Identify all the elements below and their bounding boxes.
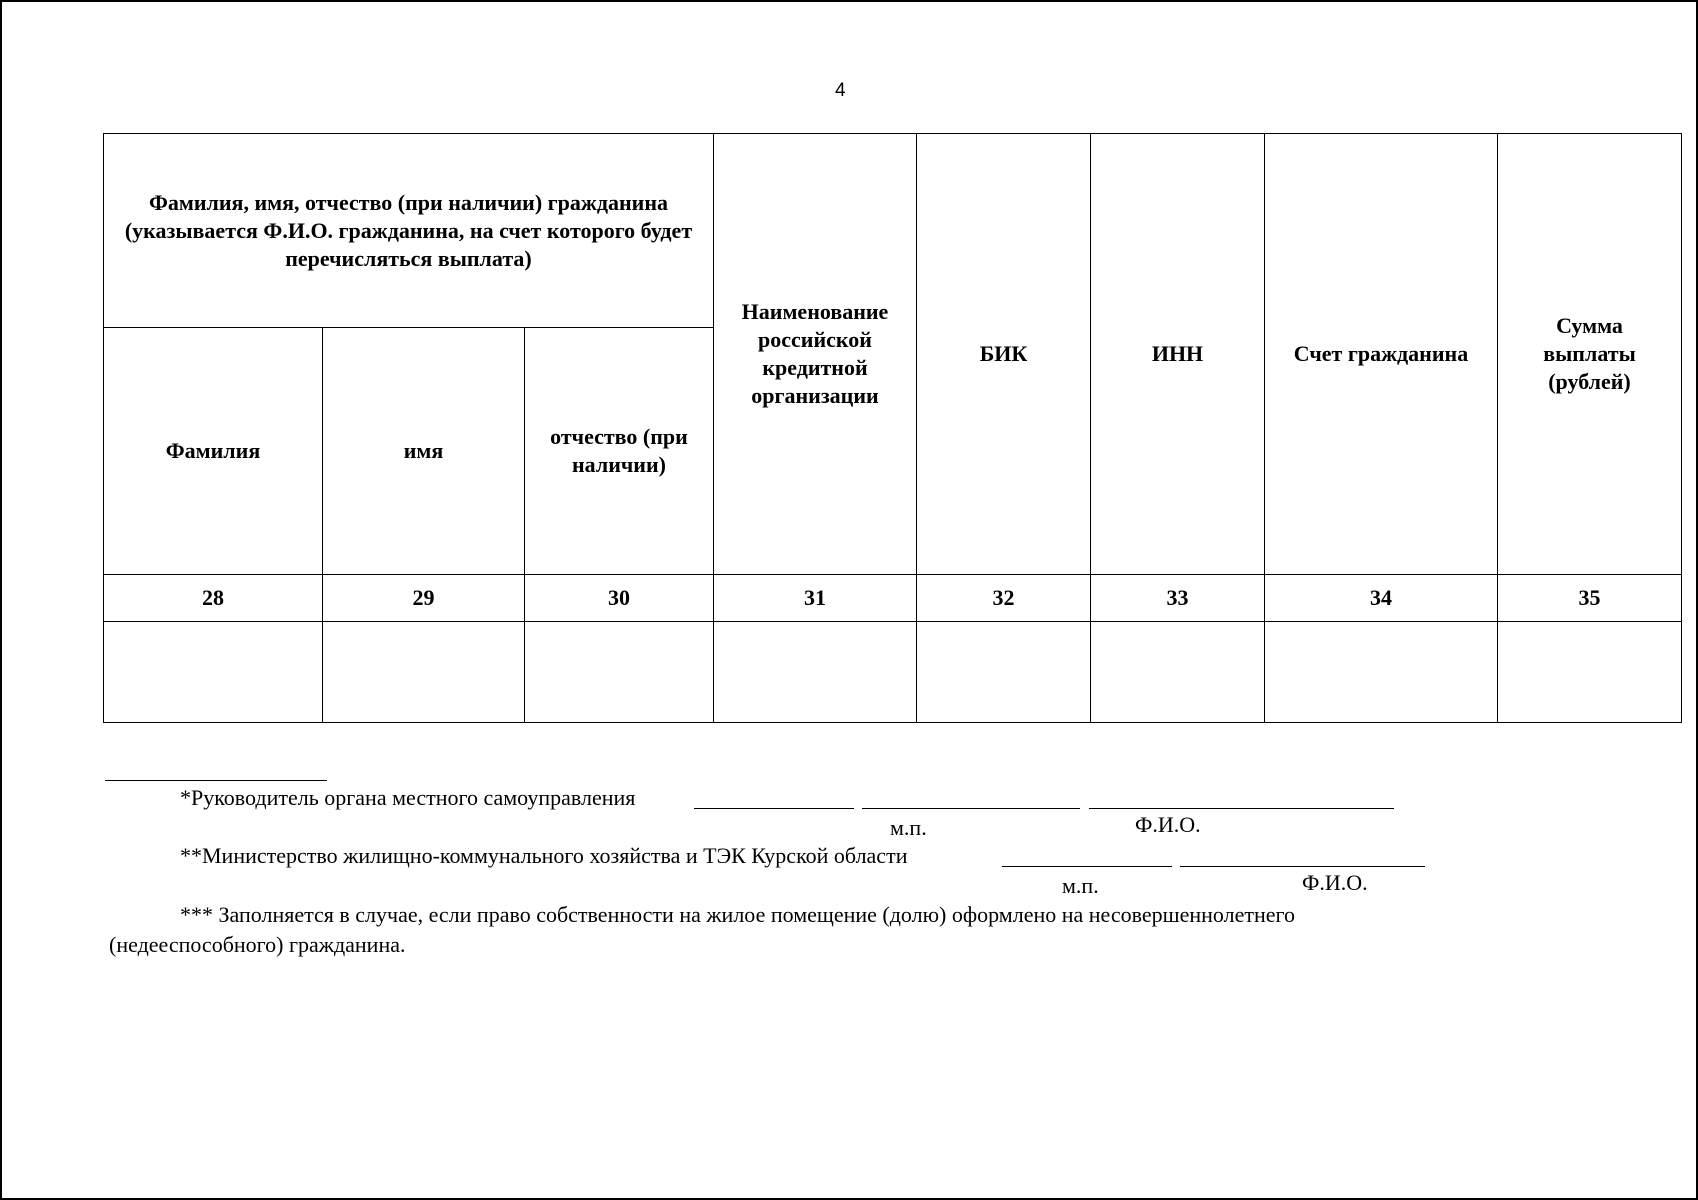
patronymic-cell[interactable]	[525, 622, 714, 723]
footnote-2: **Министерство жилищно-коммунального хозяйства и ТЭК Курской области	[180, 843, 908, 868]
footnote-3-continued: (недееспособного) гражданина.	[109, 932, 406, 957]
surname-header	[104, 328, 323, 575]
name-header	[323, 328, 525, 575]
inn-cell[interactable]	[1091, 622, 1265, 723]
bik-header-text: БИК	[979, 341, 1028, 366]
patronymic-header	[525, 328, 714, 575]
data-row	[104, 622, 1682, 723]
amount-header	[1498, 134, 1682, 575]
column-number: 31	[714, 575, 917, 622]
column-number: 30	[525, 575, 714, 622]
footnote-separator	[105, 780, 327, 781]
surname-header-text: Фамилия	[165, 438, 261, 463]
page-number: 4	[835, 80, 846, 101]
name-cell[interactable]	[323, 622, 525, 723]
stamp-line[interactable]	[862, 808, 1080, 809]
bik-header	[917, 134, 1091, 575]
column-number: 34	[1265, 575, 1498, 622]
column-number: 35	[1498, 575, 1682, 622]
account-header-text: Счет гражданина	[1293, 341, 1469, 366]
footnote-2-stamp-label: м.п.	[1062, 873, 1099, 898]
name-header-text: имя	[403, 438, 444, 463]
footnote-3: *** Заполняется в случае, если право собственности на жилое помещение (долю) оформлено на несовершеннолетнего	[180, 902, 1295, 927]
fio-group-header-text: Фамилия, имя, отчество (при наличии) гражданина (указывается Ф.И.О. гражданина, на счет которого будет перечисляться выплата)	[124, 189, 693, 271]
bik-cell[interactable]	[917, 622, 1091, 723]
bank-name-header-text: Наименование российской кредитной организации	[741, 299, 889, 408]
fio-line[interactable]	[1180, 866, 1425, 867]
amount-cell[interactable]	[1498, 622, 1682, 723]
account-header	[1265, 134, 1498, 575]
column-number: 33	[1091, 575, 1265, 622]
fio-group-header	[104, 134, 714, 328]
column-number: 32	[917, 575, 1091, 622]
footnote-1: *Руководитель органа местного самоуправления	[180, 785, 636, 810]
signature-line[interactable]	[1002, 866, 1172, 867]
footnote-1-stamp-label: м.п.	[890, 815, 927, 840]
header-row	[104, 134, 1682, 328]
amount-header-text: Сумма выплаты (рублей)	[1543, 313, 1636, 394]
inn-header-text: ИНН	[1151, 341, 1204, 366]
signature-line[interactable]	[694, 808, 854, 809]
patronymic-header-text: отчество (при наличии)	[550, 424, 688, 477]
account-cell[interactable]	[1265, 622, 1498, 723]
footnote-1-fio-label: Ф.И.О.	[1135, 812, 1201, 837]
fio-line[interactable]	[1089, 808, 1394, 809]
column-number: 29	[323, 575, 525, 622]
payment-details-table	[103, 133, 1682, 723]
inn-header	[1091, 134, 1265, 575]
column-number-row	[104, 575, 1682, 622]
bank-name-header	[714, 134, 917, 575]
footnote-2-fio-label: Ф.И.О.	[1302, 870, 1368, 895]
column-number: 28	[104, 575, 323, 622]
surname-cell[interactable]	[104, 622, 323, 723]
bank-name-cell[interactable]	[714, 622, 917, 723]
